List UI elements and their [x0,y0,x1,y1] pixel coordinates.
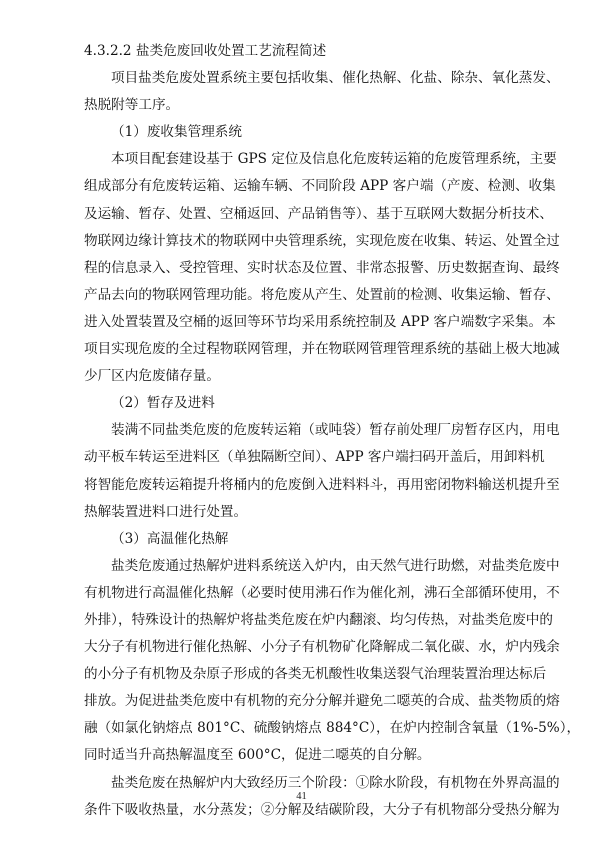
intro-line: 热脱附等工序。 [84,97,180,114]
paragraph-line: 条件下吸收热量，水分蒸发；②分解及结碳阶段，大分子有机物部分受热分解为 [84,801,560,818]
paragraph-line: 动平板车转运至进料区（单独隔断空间）、APP 客户端扫码开盖后，用卸料机 [84,449,545,466]
paragraph-line: 及运输、暂存、处置、空桶返回、产品销售等）、基于互联网大数据分析技术、 [84,205,553,222]
paragraph-line: 热解装置进料口进行处置。 [84,503,248,520]
paragraph-line: 装满不同盐类危废的危废转运箱（或吨袋）暂存前处理厂房暂存区内，用电 [111,422,560,439]
paragraph-line: 同时适当升高热解温度至 600°C，促进二噁英的自分解。 [84,747,431,764]
paragraph-line: 融（如氯化钠熔点 801°C、硫酸钠熔点 884°C），在炉内控制含氧量（1%-5%）， [84,720,581,737]
paragraph-line: 盐类危废在热解炉内大致经历三个阶段：①除水阶段，有机物在外界高温的 [111,774,560,791]
paragraph-line: 组成部分有危废转运箱、运输车辆、不同阶段 APP 客户端（产废、检测、收集 [84,178,556,195]
paragraph-line: 本项目配套建设基于 GPS 定位及信息化危废转运箱的危废管理系统，主要 [111,151,557,168]
paragraph-line: 少厂区内危废储存量。 [84,368,220,385]
paragraph-line: 产品去向的物联网管理功能。将危废从产生、处置前的检测、收集运输、暂存、 [84,286,560,303]
paragraph-line: 将智能危废转运箱提升将桶内的危废倒入进料料斗，再用密闭物料输送机提升至 [84,476,560,493]
paragraph-line: 外排），特殊设计的热解炉将盐类危废在炉内翻滚、均匀传热，对盐类危废中的 [84,611,553,628]
subsection-title: （2）暂存及进料 [111,395,215,412]
paragraph-line: 大分子有机物进行催化热解、小分子有机物矿化降解成二氧化碳、水，炉内残余 [84,639,560,656]
paragraph-line: 程的信息录入、受控管理、实时状态及位置、非常态报警、历史数据查询、最终 [84,259,560,276]
subsection-title: （1）废收集管理系统 [111,124,242,141]
paragraph-line: 有机物进行高温催化热解（必要时使用沸石作为催化剂，沸石全部循环使用，不 [84,584,560,601]
paragraph-line: 项目实现危废的全过程物联网管理，并在物联网管理管理系统的基础上极大地减 [84,341,560,358]
page-number: 41 [296,791,307,802]
paragraph-line: 物联网边缘计算技术的物联网中央管理系统，实现危废在收集、转运、处置全过 [84,232,560,249]
subsection-title: （3）高温催化热解 [111,530,229,547]
paragraph-line: 进入处置装置及空桶的返回等环节均采用系统控制及 APP 客户端数字采集。本 [84,313,556,330]
paragraph-line: 盐类危废通过热解炉进料系统送入炉内，由天然气进行助燃，对盐类危废中 [111,557,560,574]
paragraph-line: 排放。为促进盐类危废中有机物的充分分解并避免二噁英的合成、盐类物质的熔 [84,693,560,710]
section-heading: 4.3.2.2 盐类危废回收处置工艺流程简述 [84,43,327,59]
intro-line: 项目盐类危废处置系统主要包括收集、催化热解、化盐、除杂、氧化蒸发、 [111,70,560,87]
document-page [84,38,581,824]
paragraph-line: 的小分子有机物及杂原子形成的各类无机酸性收集送裂气治理装置治理达标后 [84,666,547,683]
